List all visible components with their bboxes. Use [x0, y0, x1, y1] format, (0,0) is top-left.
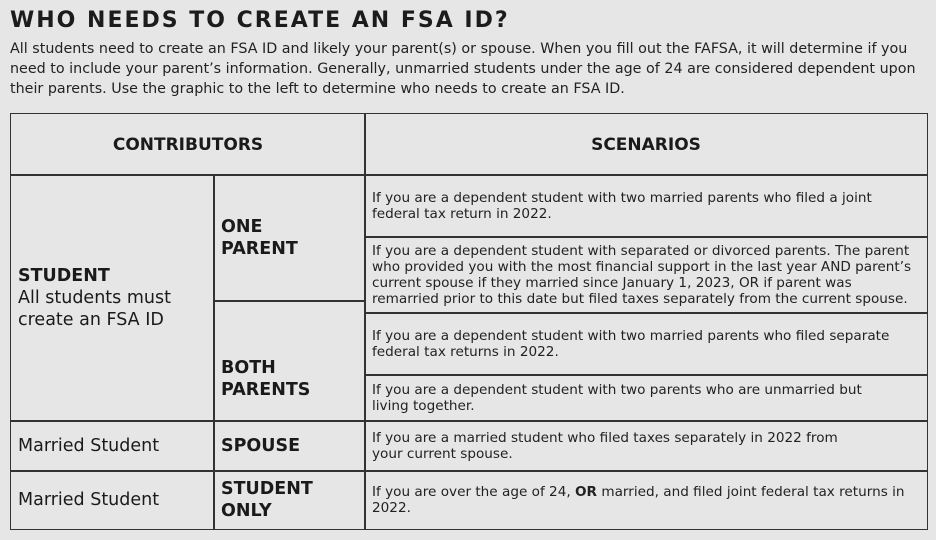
label-one-parent-line2: PARENT [221, 239, 298, 259]
intro-paragraph: All students need to create an FSA ID and likely your parent(s) or spouse. When you fill out the FAFSA, it will determine if you need to include your parent’s information. Generally, unmarried students under the age of 24 are considered dependent upon their parents. Use the graphic to the left to determine who needs to create an FSA ID. [10, 41, 916, 97]
student-cell [10, 174, 215, 422]
label-both-parents-line1: BOTH [221, 358, 276, 378]
student-title: STUDENT [18, 266, 110, 286]
married-student-cell-2: Married Student [10, 470, 215, 530]
label-one-parent [213, 174, 366, 302]
scenario-5 [364, 420, 928, 472]
label-student-only-line1: STUDENT [221, 479, 313, 499]
label-both-parents-line2: PARENTS [221, 380, 311, 400]
scenario-6-bold: OR [575, 484, 598, 500]
header-scenarios: SCENARIOS [364, 113, 928, 176]
label-student-only-line2: ONLY [221, 501, 272, 521]
contributors-table [10, 113, 928, 538]
scenario-2: If you are a dependent student with separated or divorced parents. The parent who provided you with the most financial support in the last year AND parent’s current spouse if they married since January 1, 2023, OR if parent was remarried prior to this date but filed taxes separately from the current spouse. [364, 236, 928, 314]
header-contributors: CONTRIBUTORS [10, 113, 366, 176]
scenario-3: If you are a dependent student with two married parents who filed separate federal tax returns in 2022. [364, 312, 928, 376]
label-spouse: SPOUSE [213, 420, 366, 472]
scenario-5-text: If you are a married student who filed taxes separately in 2022 from your current spouse. [372, 430, 838, 462]
scenario-4-text: If you are a dependent student with two parents who are unmarried but living together. [372, 382, 862, 414]
scenario-4 [364, 374, 928, 422]
married-student-cell-1: Married Student [10, 420, 215, 472]
label-student-only [213, 470, 366, 530]
student-note: All students must create an FSA ID [18, 288, 171, 330]
scenario-1: If you are a dependent student with two married parents who filed a joint federal tax return in 2022. [364, 174, 928, 238]
scenario-6-after: married, and filed joint federal tax returns in 2022. [372, 484, 905, 516]
page-title: WHO NEEDS TO CREATE AN FSA ID? [10, 8, 510, 33]
label-both-parents [213, 300, 366, 422]
scenario-6-text [372, 484, 919, 516]
scenario-6-before: If you are over the age of 24, [372, 484, 575, 500]
label-one-parent-line1: ONE [221, 217, 263, 237]
scenario-6 [364, 470, 928, 530]
